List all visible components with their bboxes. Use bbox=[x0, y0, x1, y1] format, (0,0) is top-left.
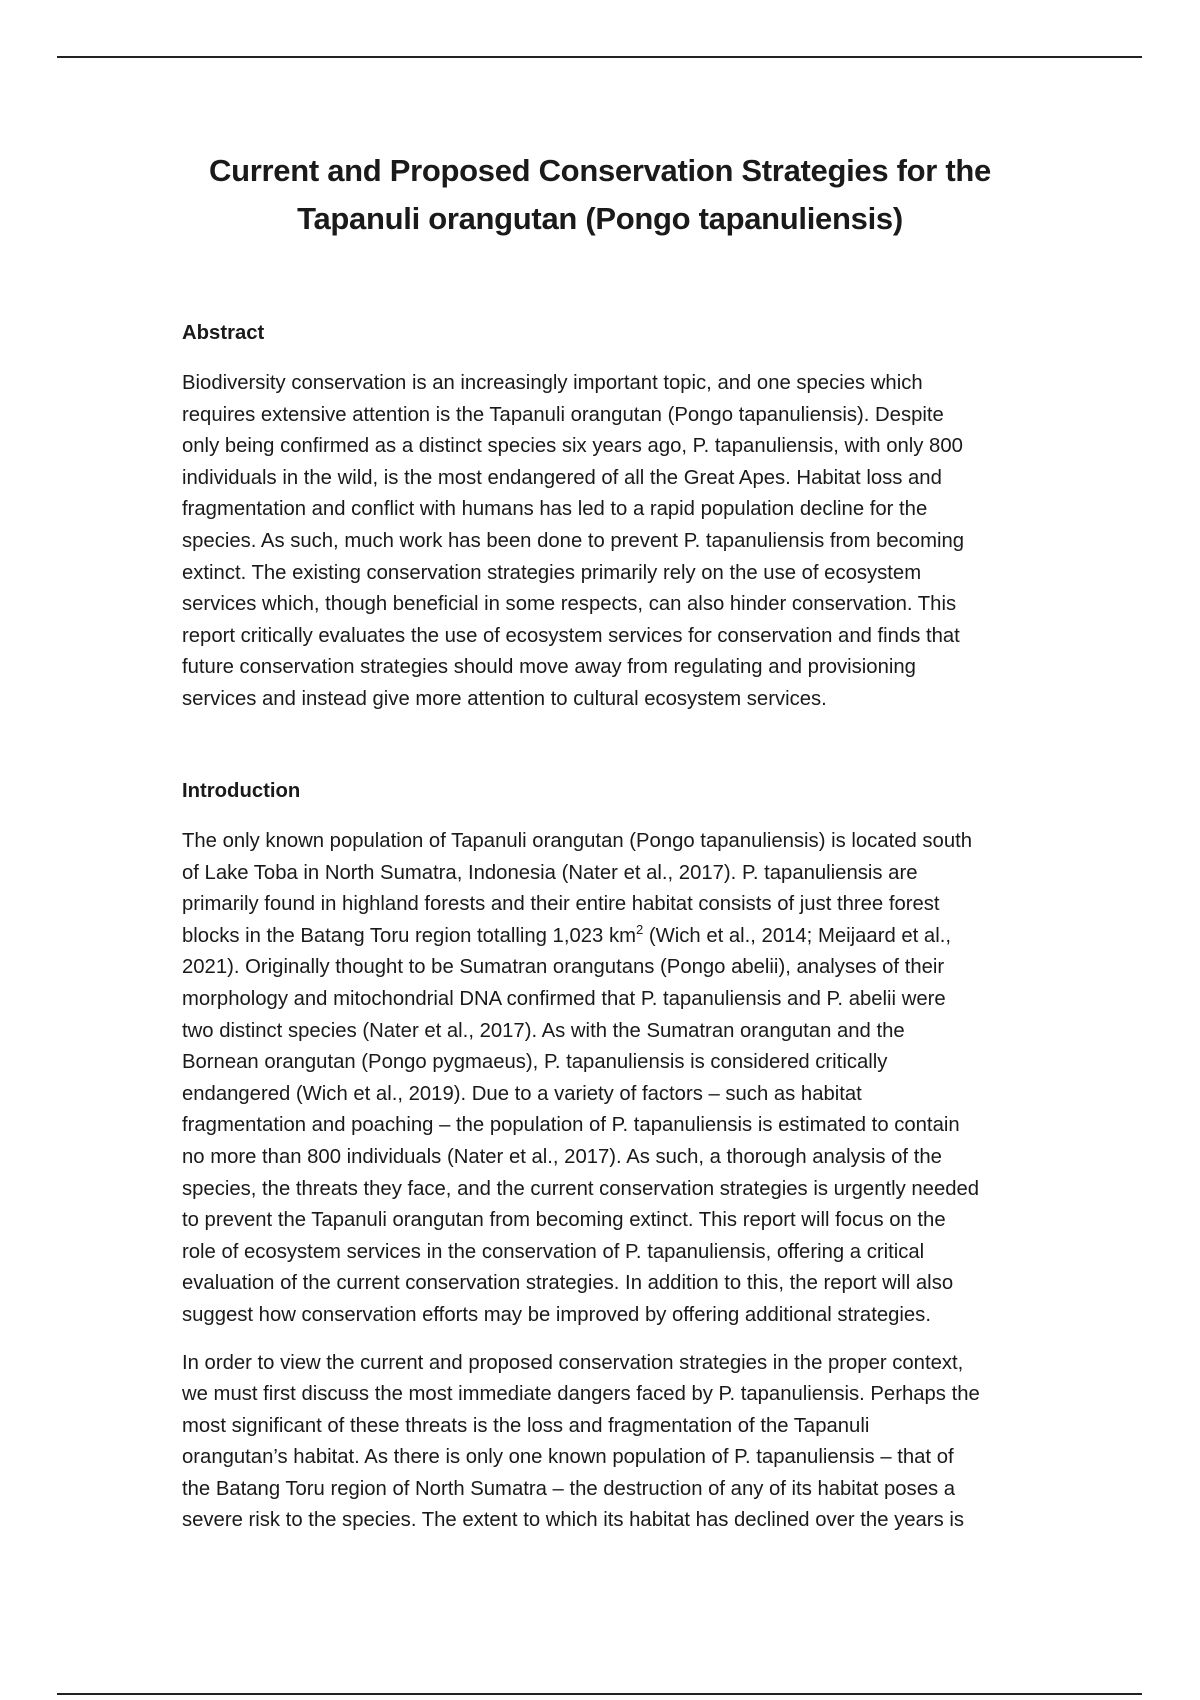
text-run: ), analyses of their bbox=[778, 956, 945, 979]
text-run: suggest how conservation efforts may be improved by offering additional strategies. bbox=[182, 1303, 931, 1326]
text-run: services which, though beneficial in some respects, can also hinder conservation. This bbox=[182, 593, 957, 616]
intro-paragraph-2 bbox=[182, 1348, 1052, 1538]
text-run: severe risk to the species. The extent to which its habitat has declined over the years is bbox=[182, 1509, 964, 1532]
bottom-rule bbox=[57, 1693, 1142, 1695]
text-line bbox=[182, 400, 1052, 432]
top-rule bbox=[57, 56, 1142, 58]
text-run: individuals in the wild, is the most endangered of all the Great Apes. Habitat loss and bbox=[182, 466, 942, 489]
text-run: al., 2017). As with the Sumatran orangutan and the bbox=[441, 1019, 905, 1042]
italic-run: Pongo pygmaeus bbox=[368, 1051, 526, 1074]
text-line bbox=[182, 1047, 1052, 1079]
italic-run: P. tapanuliensis bbox=[734, 1446, 875, 1469]
italic-run: Pongo tapanuliensis bbox=[636, 830, 819, 852]
text-line bbox=[182, 1268, 1052, 1300]
text-run: and bbox=[781, 987, 827, 1010]
text-line bbox=[182, 1474, 1052, 1506]
text-run: ., 2014; Meijaard bbox=[744, 924, 902, 947]
italic-run: P. tapanuliensis bbox=[640, 987, 782, 1010]
italic-run: Pongo abelii bbox=[666, 956, 779, 979]
text-line bbox=[182, 1442, 1052, 1474]
text-run: is estimated to contain bbox=[752, 1114, 960, 1137]
text-run: to prevent the Tapanuli orangutan from becoming extinct. This report will focus on the bbox=[182, 1209, 946, 1232]
text-line bbox=[182, 1174, 1052, 1206]
italic-run: et al bbox=[706, 924, 745, 947]
intro-paragraph-1 bbox=[182, 826, 1052, 1332]
text-run: the Batang Toru region of North Sumatra – the destruction of any of its habitat poses a bbox=[182, 1477, 956, 1500]
italic-run: P. abelii bbox=[826, 987, 897, 1010]
text-run: ), bbox=[525, 1051, 544, 1074]
introduction-body bbox=[182, 826, 1052, 1537]
text-run: report critically evaluates the use of ecosystem services for conservation and finds that bbox=[182, 624, 960, 647]
text-line bbox=[182, 684, 1052, 716]
text-run: Bornean orangutan ( bbox=[182, 1051, 369, 1074]
italic-run: Pongo tapanuliensis bbox=[674, 403, 857, 426]
text-line bbox=[182, 558, 1052, 590]
italic-run: P. tapanuliensis bbox=[611, 1114, 753, 1137]
italic-run: P. tapanuliensis bbox=[543, 1051, 685, 1074]
text-run: we must first discuss the most immediate dangers faced by bbox=[182, 1383, 719, 1406]
text-line bbox=[182, 1142, 1052, 1174]
italic-run: P. tapanuliensis bbox=[683, 529, 825, 552]
text-line bbox=[182, 621, 1052, 653]
text-run: ) is located south bbox=[818, 830, 973, 852]
text-run: two distinct species (Nater bbox=[182, 1019, 425, 1042]
text-run: . Perhaps the bbox=[859, 1383, 980, 1406]
text-run: orangutan’s habitat. As there is only one known population of bbox=[182, 1446, 735, 1469]
italic-run: P. tapanuliensis bbox=[692, 435, 834, 458]
text-run: primarily found in highland forests and their entire habitat consists of just three forest bbox=[182, 893, 940, 916]
text-run: extinct. The existing conservation strategies primarily rely on the use of ecosystem bbox=[182, 561, 922, 584]
text-run: fragmentation and poaching – the population of bbox=[182, 1114, 612, 1137]
document-title bbox=[150, 147, 1050, 243]
text-run: from becoming bbox=[824, 529, 965, 552]
text-line bbox=[182, 431, 1052, 463]
abstract-paragraph bbox=[182, 368, 1052, 716]
text-run: In order to view the current and proposed conservation strategies in the proper context, bbox=[182, 1351, 964, 1374]
italic-run: et al bbox=[623, 861, 662, 884]
text-run: ., 2017). As such, a thorough analysis of the bbox=[547, 1145, 942, 1168]
text-run: blocks in the Batang Toru region totalling 1,023 km bbox=[182, 924, 636, 947]
text-line bbox=[182, 858, 1052, 890]
italic-run: P. tapanuliensis bbox=[718, 1383, 860, 1406]
text-line bbox=[182, 494, 1052, 526]
text-run: requires extensive attention is the Tapanuli orangutan ( bbox=[182, 403, 675, 426]
superscript: 2 bbox=[635, 922, 644, 938]
text-line bbox=[182, 984, 1052, 1016]
text-run: – that of bbox=[874, 1446, 954, 1469]
text-line bbox=[182, 589, 1052, 621]
text-line bbox=[182, 1205, 1052, 1237]
title-line-2: Tapanuli orangutan (Pongo tapanuliensis) bbox=[297, 201, 903, 236]
text-line bbox=[182, 526, 1052, 558]
text-run: , offering a critical bbox=[765, 1240, 925, 1263]
text-run: species, the threats they face, and the current conservation strategies is urgently needed bbox=[182, 1177, 980, 1200]
text-run: ., 2019). Due to a variety of factors – such as habitat bbox=[391, 1082, 862, 1105]
text-line bbox=[182, 1079, 1052, 1111]
text-run: services and instead give more attention to cultural ecosystem services. bbox=[182, 687, 827, 710]
text-line bbox=[182, 1016, 1052, 1048]
text-line bbox=[182, 1348, 1052, 1380]
text-run: endangered (Wich bbox=[182, 1082, 354, 1105]
text-run: ., 2017). bbox=[661, 861, 742, 884]
text-run: ., bbox=[939, 924, 951, 947]
text-line bbox=[182, 952, 1052, 984]
text-run: were bbox=[896, 987, 946, 1010]
text-run: no more than 800 individuals (Nater bbox=[182, 1145, 509, 1168]
text-run: ). Despite bbox=[857, 403, 944, 426]
text-line bbox=[182, 1237, 1052, 1269]
text-run: future conservation strategies should move away from regulating and provisioning bbox=[182, 656, 916, 679]
text-line bbox=[182, 463, 1052, 495]
text-line bbox=[182, 368, 1052, 400]
text-line bbox=[182, 1411, 1052, 1443]
text-line bbox=[182, 921, 1052, 953]
text-run: fragmentation and conflict with humans has led to a rapid population decline for the bbox=[182, 498, 928, 521]
introduction-heading: Introduction bbox=[182, 780, 301, 802]
text-run: role of ecosystem services in the conservation of bbox=[182, 1240, 626, 1263]
text-run: are bbox=[882, 861, 918, 884]
text-run: is considered critically bbox=[684, 1051, 888, 1074]
text-run: morphology and mitochondrial DNA confirmed that bbox=[182, 987, 641, 1010]
text-run: most significant of these threats is the loss and fragmentation of the Tapanuli bbox=[182, 1414, 870, 1437]
text-line bbox=[182, 1300, 1052, 1332]
text-run: Biodiversity conservation is an increasingly important topic, and one species which bbox=[182, 372, 923, 394]
italic-run: et al bbox=[353, 1082, 392, 1105]
italic-run: et bbox=[424, 1019, 442, 1042]
italic-run: et al bbox=[901, 924, 940, 947]
text-run: The only known population of Tapanuli orangutan ( bbox=[182, 830, 637, 852]
italic-run: et al bbox=[508, 1145, 548, 1168]
text-run: of Lake Toba in North Sumatra, Indonesia (Nater bbox=[182, 861, 624, 884]
text-line bbox=[182, 1505, 1052, 1537]
abstract-body bbox=[182, 368, 1052, 716]
text-line bbox=[182, 826, 1052, 858]
text-line bbox=[182, 652, 1052, 684]
text-run: evaluation of the current conservation strategies. In addition to this, the report will also bbox=[182, 1272, 954, 1295]
text-run: , with only 800 bbox=[833, 435, 963, 458]
italic-run: P. tapanuliensis bbox=[625, 1240, 766, 1263]
text-run: 2021). Originally thought to be Sumatran orangutans ( bbox=[182, 956, 667, 979]
text-run: species. As such, much work has been done to prevent bbox=[182, 529, 684, 552]
text-line bbox=[182, 889, 1052, 921]
italic-run: P. tapanuliensis bbox=[741, 861, 883, 884]
text-run: only being confirmed as a distinct species six years ago, bbox=[182, 435, 693, 458]
abstract-heading: Abstract bbox=[182, 322, 265, 344]
text-line bbox=[182, 1379, 1052, 1411]
text-line bbox=[182, 1110, 1052, 1142]
text-run: (Wich bbox=[643, 924, 707, 947]
title-line-1: Current and Proposed Conservation Strategies for the bbox=[209, 153, 991, 188]
